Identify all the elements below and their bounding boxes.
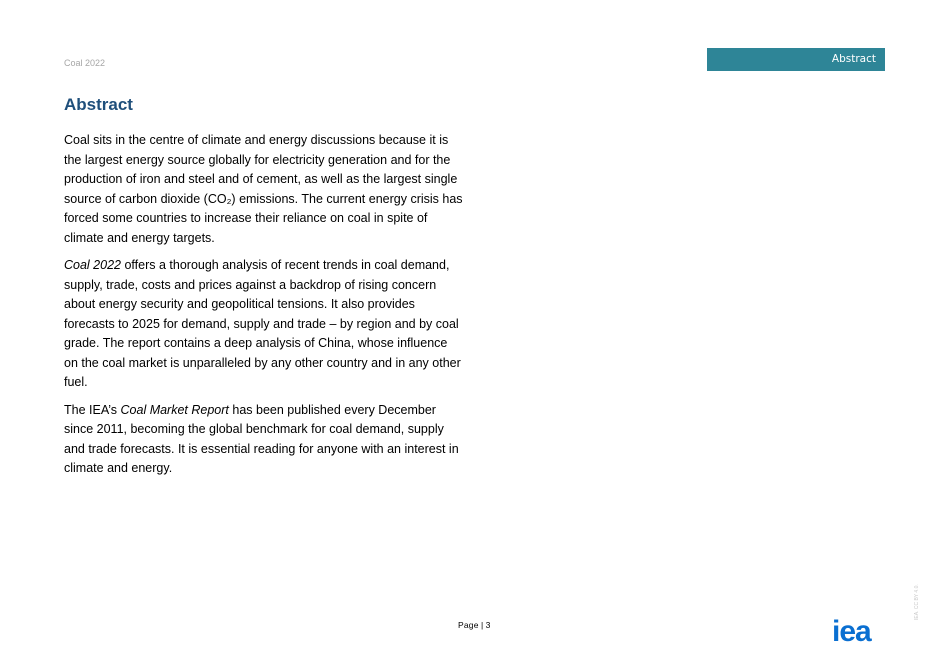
paragraph-3-text: has been published every December since 2011, becoming the global benchmark for coal demand, supply and trade forecasts. It is essential reading for anyone with an interest in climate and energy. [64,402,459,475]
series-title-italic: Coal Market Report [120,402,229,417]
paragraph-3-start: The IEA’s [64,402,121,417]
page-number [458,620,490,630]
page-title: Abstract [64,95,133,114]
running-head: Coal 2022 [64,58,106,68]
page-separator: | [478,620,486,630]
page-label: Page [458,620,479,630]
paragraph-2-text: offers a thorough analysis of recent trends in coal demand, supply, trade, costs and prices against a backdrop of rising concern about energy security and geopolitical tensions. It also provides forecasts to 2025 for demand, supply and trade – by region and by coal grade. The report contains a deep analysis of China, whose influence on the coal market is unparalleled by any other country and in any other fuel. [64,258,461,389]
paragraph-2 [64,256,464,393]
paragraph-1: Coal sits in the centre of climate and energy discussions because it is the largest energy source globally for electricity generation and for the production of iron and steel and of cement, as well as the largest single source of carbon dioxide (CO₂) emissions. The current energy crisis has forced some countries to increase their reliance on coal in spite of climate and energy targets. [64,133,463,245]
license-note: IEA. CC BY 4.0. [914,584,920,620]
logo-text: iea [832,618,871,644]
paragraph-3 [64,401,464,479]
report-title-italic: Coal 2022 [64,258,121,272]
page-number-value: 3 [485,620,491,630]
abstract-body [64,131,464,487]
section-tab: Abstract [707,48,885,71]
iea-logo [832,618,888,644]
